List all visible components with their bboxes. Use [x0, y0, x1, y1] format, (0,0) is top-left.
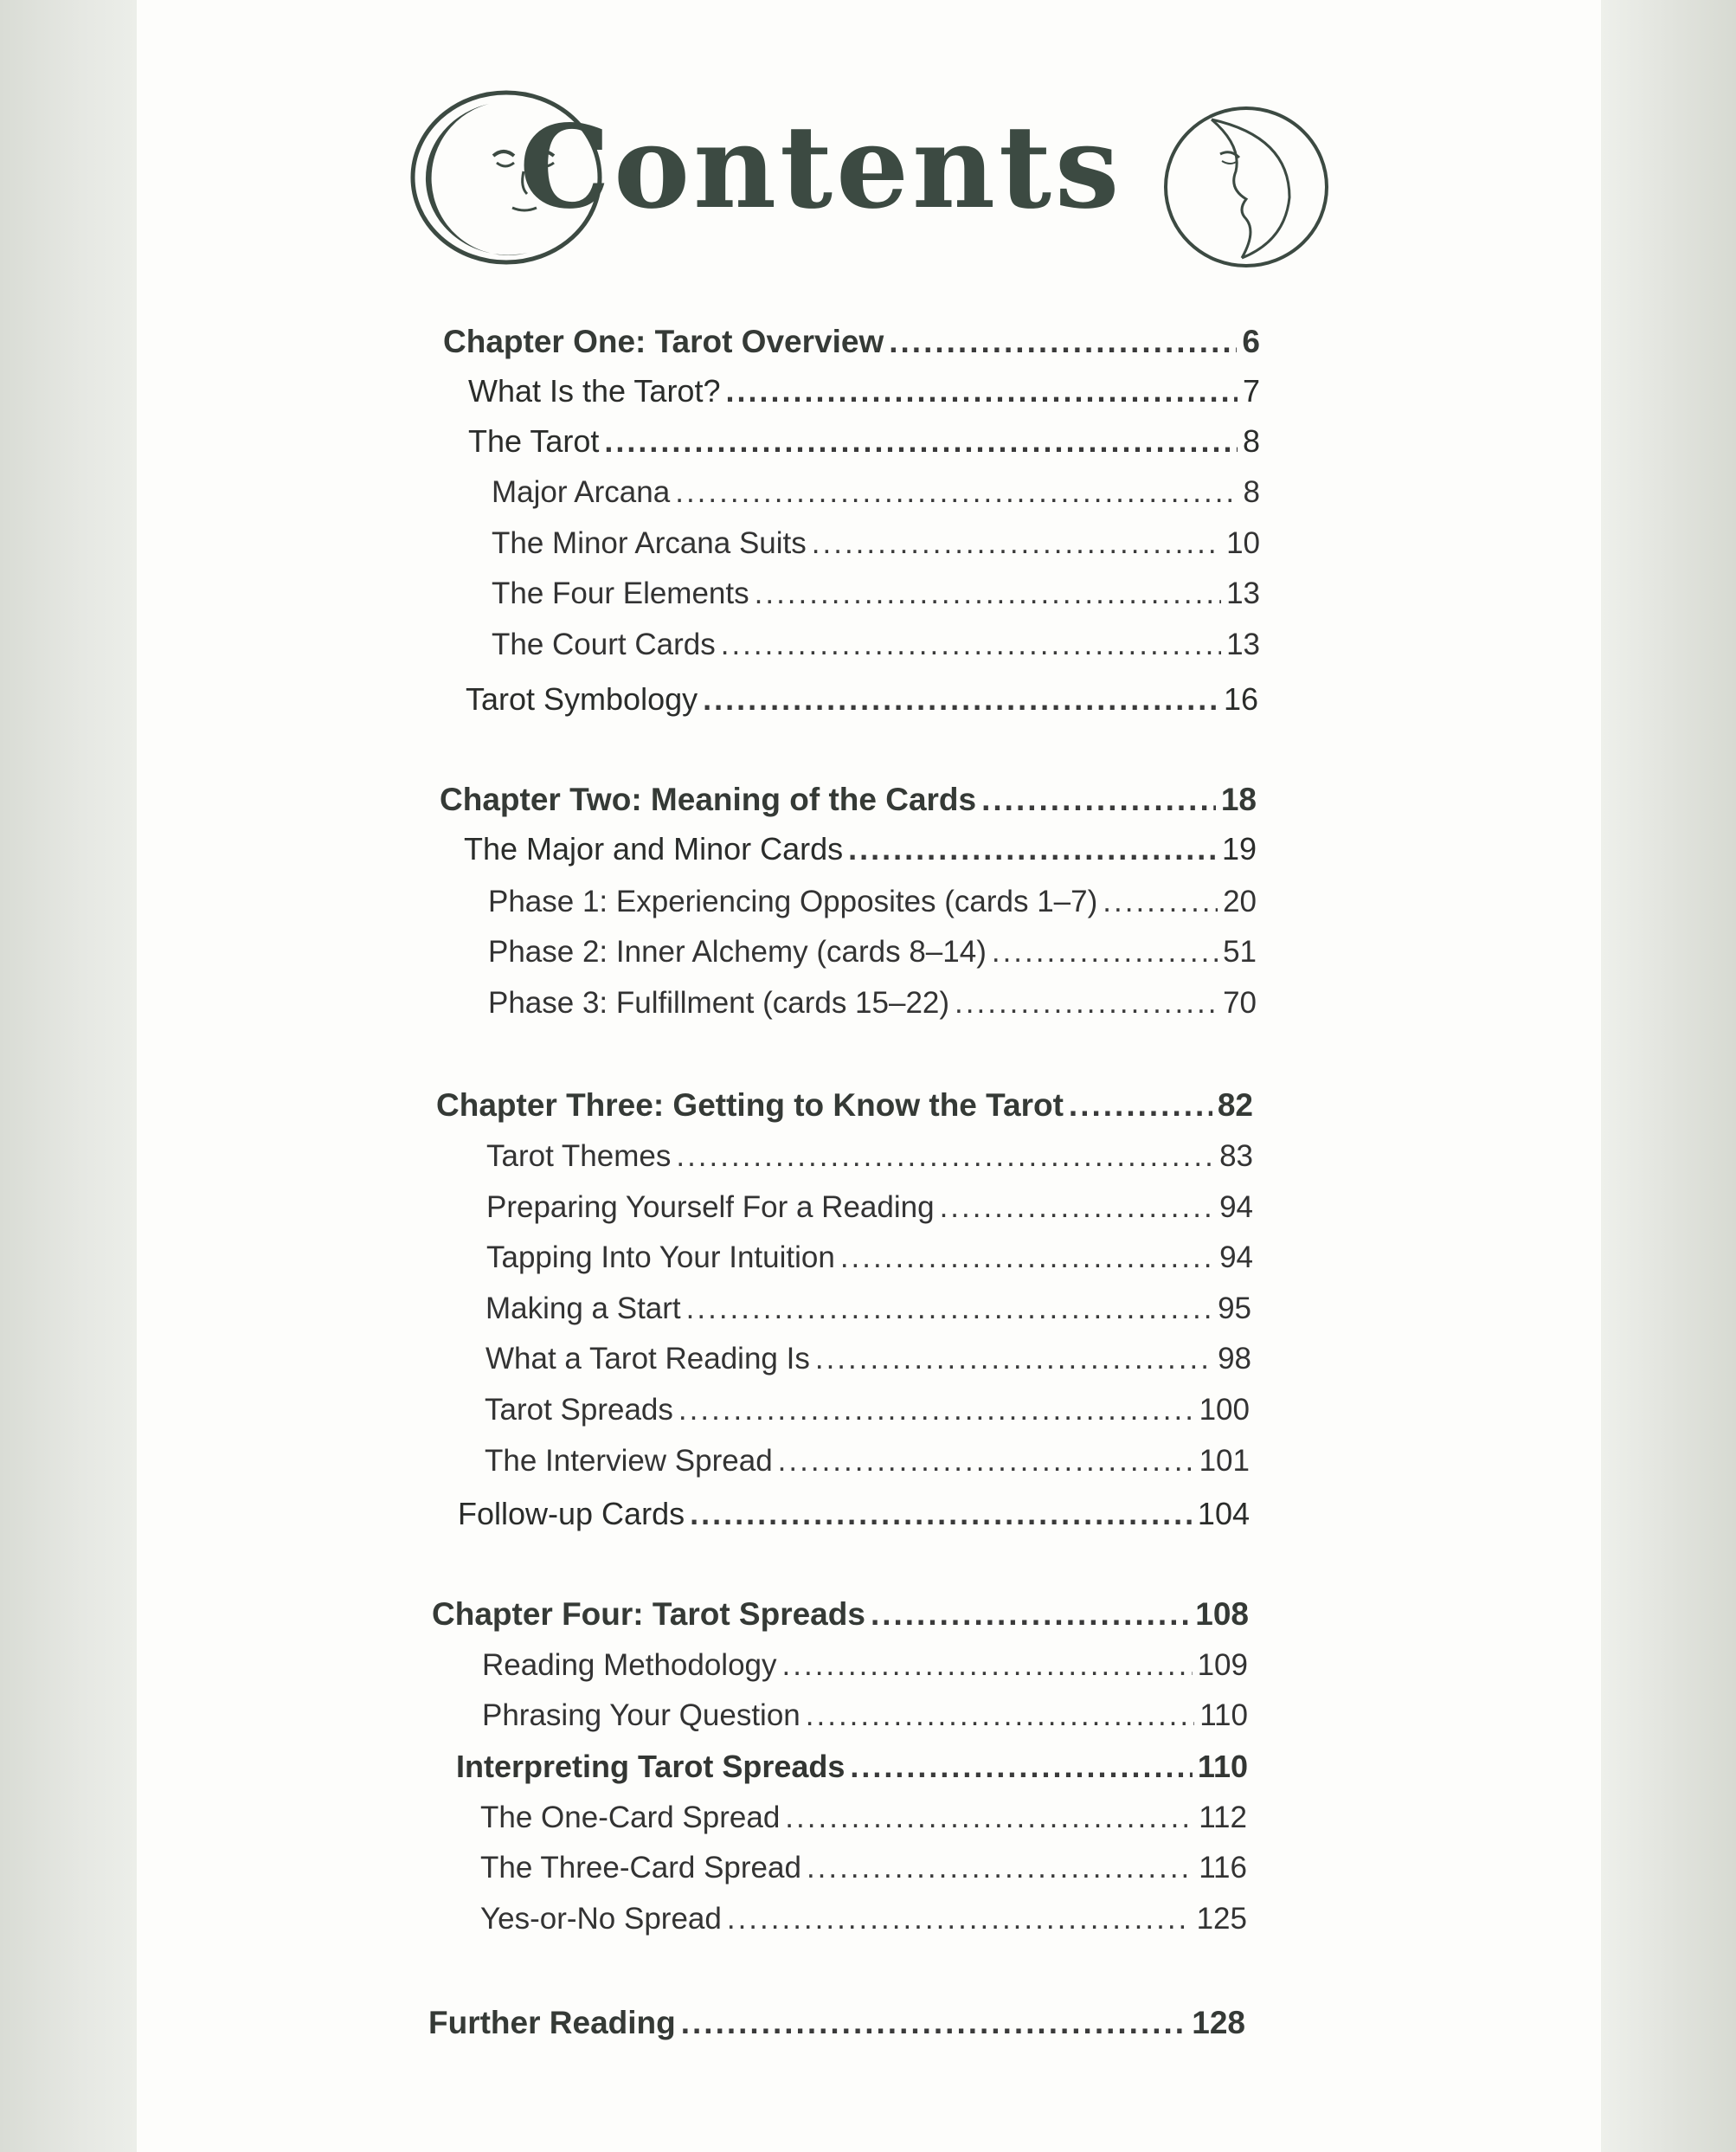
toc-dot-leader	[690, 1498, 1193, 1530]
toc-dot-leader	[686, 1293, 1212, 1324]
toc-dot-leader	[981, 783, 1216, 815]
scan-margin-left	[0, 0, 137, 2152]
toc-dot-leader	[992, 937, 1218, 967]
toc-entry-page: 116	[1199, 1851, 1247, 1885]
toc-entry-page: 95	[1218, 1292, 1251, 1325]
toc-entry-page: 10	[1226, 526, 1260, 560]
toc-entry-page: 110	[1197, 1749, 1248, 1784]
toc-entry-page: 82	[1217, 1087, 1253, 1123]
toc-entry-page: 112	[1199, 1801, 1247, 1834]
page-title: Contents	[519, 100, 1123, 235]
toc-dot-leader	[681, 2007, 1187, 2039]
toc-dot-leader	[840, 1242, 1214, 1273]
toc-entry-page: 70	[1223, 986, 1257, 1020]
toc-entry-title: The Minor Arcana Suits	[492, 526, 807, 560]
toc-dot-leader	[785, 1802, 1193, 1833]
toc-entry-title: Tapping Into Your Intuition	[486, 1240, 835, 1274]
toc-dot-leader	[676, 1141, 1214, 1171]
toc-entry-title: The Interview Spread	[485, 1444, 773, 1478]
toc-entry-chapter-two[interactable]	[440, 783, 1257, 815]
toc-entry-subsection[interactable]	[488, 937, 1257, 967]
toc-entry-title: Phase 3: Fulfillment (cards 15–22)	[488, 986, 950, 1020]
toc-dot-leader	[1103, 886, 1218, 917]
toc-entry-title: The Tarot	[468, 423, 600, 459]
toc-entry-title: The Court Cards	[492, 628, 716, 661]
toc-entry-title: What Is the Tarot?	[468, 373, 721, 409]
toc-entry-subsection[interactable]	[482, 1700, 1248, 1730]
toc-dot-leader	[604, 426, 1238, 457]
toc-entry-page: 125	[1196, 1902, 1247, 1936]
toc-entry-title: Reading Methodology	[482, 1648, 777, 1682]
toc-entry-title: What a Tarot Reading Is	[485, 1342, 810, 1376]
toc-dot-leader	[955, 988, 1218, 1018]
toc-entry-chapter-three[interactable]	[436, 1089, 1253, 1121]
toc-entry-title: The Three-Card Spread	[480, 1851, 801, 1885]
toc-entry-subsection[interactable]	[488, 988, 1257, 1018]
toc-entry-page: 8	[1243, 475, 1260, 509]
toc-entry-subsection[interactable]	[488, 886, 1257, 917]
toc-entry-title: Chapter One: Tarot Overview	[443, 324, 884, 359]
toc-entry-page: 109	[1197, 1648, 1248, 1682]
toc-dot-leader	[871, 1598, 1190, 1630]
toc-entry-title: Tarot Themes	[486, 1139, 672, 1173]
toc-dot-leader	[782, 1650, 1193, 1680]
toc-entry-page: 101	[1199, 1444, 1250, 1478]
toc-dot-leader	[727, 1904, 1192, 1934]
toc-entry-subsection[interactable]	[486, 1242, 1253, 1273]
toc-dot-leader	[725, 376, 1237, 407]
toc-dot-leader	[721, 629, 1221, 660]
toc-entry-section[interactable]	[468, 373, 1260, 409]
toc-entry-subsection[interactable]	[482, 1650, 1248, 1680]
toc-entry-subsection[interactable]	[492, 578, 1260, 609]
toc-dot-leader	[778, 1446, 1194, 1476]
toc-entry-title: Follow-up Cards	[458, 1496, 685, 1531]
toc-dot-leader	[678, 1395, 1194, 1425]
toc-entry-subsection[interactable]	[485, 1293, 1251, 1324]
crescent-moon-profile-icon	[1160, 102, 1333, 272]
toc-entry-page: 94	[1219, 1190, 1253, 1224]
toc-dot-leader	[755, 578, 1221, 609]
toc-dot-leader	[850, 1751, 1193, 1782]
toc-entry-subsection[interactable]	[492, 477, 1260, 507]
toc-entry-subsection[interactable]	[492, 528, 1260, 558]
toc-entry-chapter-four[interactable]	[432, 1598, 1249, 1630]
toc-entry-subsection[interactable]	[480, 1904, 1247, 1934]
toc-entry-page: 18	[1220, 782, 1257, 817]
toc-entry-section[interactable]	[458, 1498, 1250, 1530]
toc-entry-page: 7	[1242, 373, 1260, 409]
toc-entry-subsection[interactable]	[485, 1343, 1251, 1374]
toc-entry-page: 16	[1223, 681, 1258, 717]
toc-dot-leader	[848, 834, 1217, 865]
toc-entry-title: Phrasing Your Question	[482, 1698, 800, 1732]
toc-entry-subsection[interactable]	[480, 1802, 1247, 1833]
toc-dot-leader	[675, 477, 1238, 507]
scan-margin-right	[1601, 0, 1736, 2152]
toc-entry-page: 19	[1221, 831, 1257, 867]
toc-entry-page: 13	[1226, 577, 1260, 610]
toc-entry-page: 6	[1242, 324, 1260, 359]
toc-entry-title: Chapter Three: Getting to Know the Tarot	[436, 1087, 1064, 1123]
toc-dot-leader	[1069, 1089, 1212, 1121]
toc-entry-title: Phase 2: Inner Alchemy (cards 8–14)	[488, 935, 987, 969]
toc-entry-title: Chapter Two: Meaning of the Cards	[440, 782, 977, 817]
toc-entry-page: 108	[1195, 1596, 1249, 1632]
toc-entry-page: 51	[1223, 935, 1257, 969]
toc-entry-page: 98	[1218, 1342, 1251, 1376]
toc-dot-leader	[703, 684, 1218, 715]
toc-entry-section[interactable]	[456, 1751, 1248, 1782]
toc-entry-title: The Four Elements	[492, 577, 749, 610]
toc-entry-further-reading[interactable]	[428, 2007, 1245, 2039]
toc-entry-page: 83	[1219, 1139, 1253, 1173]
toc-entry-section[interactable]	[466, 681, 1258, 717]
toc-entry-page: 8	[1242, 423, 1260, 459]
toc-dot-leader	[940, 1192, 1215, 1222]
toc-entry-title: The Major and Minor Cards	[464, 831, 844, 867]
toc-entry-title: The One-Card Spread	[480, 1801, 781, 1834]
toc-dot-leader	[807, 1852, 1193, 1883]
toc-entry-chapter-one[interactable]	[443, 325, 1260, 358]
toc-entry-page: 110	[1199, 1698, 1248, 1732]
toc-entry-subsection[interactable]	[486, 1141, 1253, 1171]
toc-entry-page: 128	[1192, 2005, 1245, 2040]
toc-entry-page: 20	[1223, 885, 1257, 918]
toc-dot-leader	[889, 325, 1237, 358]
toc-entry-title: Interpreting Tarot Spreads	[456, 1749, 845, 1784]
toc-entry-section[interactable]	[464, 831, 1257, 867]
toc-entry-subsection[interactable]	[492, 629, 1260, 660]
toc-entry-title: Tarot Symbology	[466, 681, 698, 717]
toc-entry-title: Yes-or-No Spread	[480, 1902, 722, 1936]
toc-entry-page: 13	[1226, 628, 1260, 661]
toc-entry-title: Tarot Spreads	[485, 1393, 673, 1427]
toc-entry-subsection[interactable]	[486, 1192, 1253, 1222]
toc-entry-title: Making a Start	[485, 1292, 681, 1325]
toc-entry-section[interactable]	[468, 423, 1260, 459]
toc-dot-leader	[812, 528, 1221, 558]
toc-entry-subsection[interactable]	[480, 1852, 1247, 1883]
toc-entry-title: Further Reading	[428, 2005, 676, 2040]
toc-entry-page: 94	[1219, 1240, 1253, 1274]
toc-dot-leader	[806, 1700, 1194, 1730]
toc-dot-leader	[815, 1343, 1212, 1374]
toc-entry-subsection[interactable]	[485, 1395, 1250, 1425]
toc-entry-subsection[interactable]	[485, 1446, 1250, 1476]
toc-entry-title: Phase 1: Experiencing Opposites (cards 1–7)	[488, 885, 1098, 918]
toc-entry-title: Chapter Four: Tarot Spreads	[432, 1596, 865, 1632]
toc-entry-page: 100	[1199, 1393, 1250, 1427]
toc-entry-title: Major Arcana	[492, 475, 671, 509]
toc-entry-page: 104	[1197, 1496, 1250, 1531]
toc-entry-title: Preparing Yourself For a Reading	[486, 1190, 935, 1224]
